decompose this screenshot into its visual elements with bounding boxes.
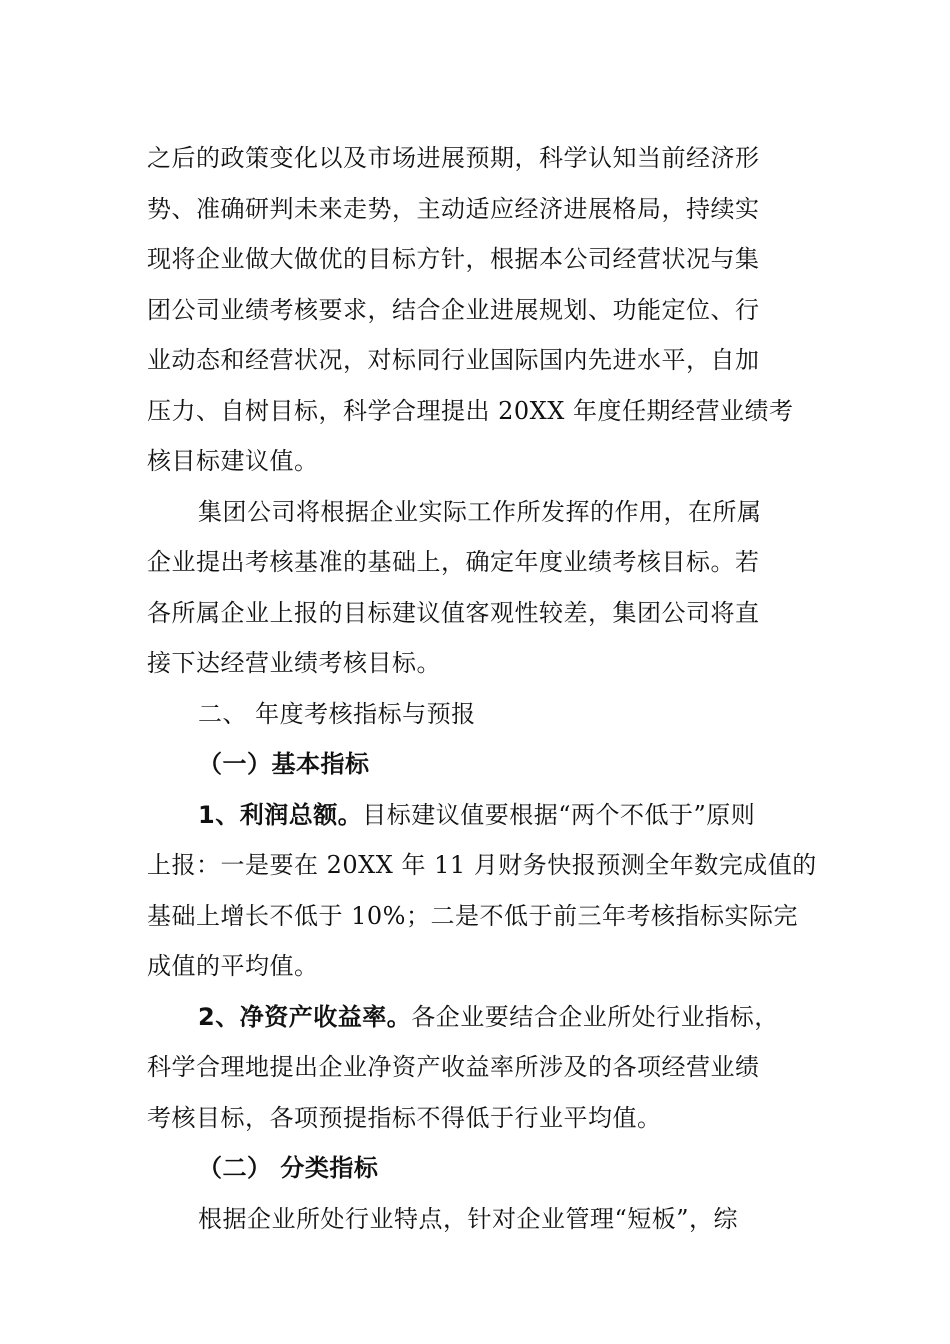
text-line xyxy=(147,992,807,1043)
text-line: 根据企业所处行业特点，针对企业管理“短板”，综 xyxy=(198,1204,739,1233)
item-profit xyxy=(147,790,817,992)
text-line: 科学合理地提出企业净资产收益率所涉及的各项经营业绩 xyxy=(147,1053,760,1081)
paragraph-intro xyxy=(147,133,807,487)
text-line: 企业提出考核基准的基础上，确定年度业绩考核目标。若 xyxy=(147,548,760,576)
item-text: 目标建议值要根据“两个不低于”原则 xyxy=(362,800,756,829)
text-line: 势、准确研判未来走势，主动适应经济进展格局，持续实 xyxy=(147,194,760,223)
item-roe xyxy=(147,992,807,1144)
text-line: 基础上增长不低于 10%；二是不低于前三年考核指标实际完 xyxy=(147,901,798,930)
item-label: 2、净资产收益率。 xyxy=(198,1002,412,1031)
text-line xyxy=(147,790,807,841)
text-line: 业动态和经营状况，对标同行业国际国内先进水平，自加 xyxy=(147,346,760,374)
text-line: 核目标建议值。 xyxy=(147,447,319,475)
subsection-heading-basic: （一）基本指标 xyxy=(198,750,370,778)
paragraph-group-company xyxy=(147,487,807,689)
text-line: 上报：一是要在 20XX 年 11 月财务快报预测全年数完成值的 xyxy=(147,851,817,879)
text-line: 成值的平均值。 xyxy=(147,952,319,980)
text-line: 现将企业做大做优的目标方针，根据本公司经营状况与集 xyxy=(147,245,760,273)
section-heading: 二、 年度考核指标与预报 xyxy=(198,699,476,728)
text-line: 压力、自树目标，科学合理提出 20XX 年度任期经营业绩考 xyxy=(147,396,794,425)
text-line: 团公司业绩考核要求，结合企业进展规划、功能定位、行 xyxy=(147,295,760,324)
item-text: 各企业要结合企业所处行业指标， xyxy=(411,1002,779,1031)
item-label: 1、利润总额。 xyxy=(198,800,363,829)
text-line: 集团公司将根据企业实际工作所发挥的作用，在所属 xyxy=(198,497,762,526)
text-line: 各所属企业上报的目标建议值客观性较差，集团公司将直 xyxy=(147,598,760,627)
subsection-heading-category: （二） 分类指标 xyxy=(198,1154,379,1182)
text-line: 接下达经营业绩考核目标。 xyxy=(147,649,441,677)
text-line: 之后的政策变化以及市场进展预期，科学认知当前经济形 xyxy=(147,144,760,172)
document-body xyxy=(147,133,817,1244)
text-line: 考核目标，各项预提指标不得低于行业平均值。 xyxy=(147,1103,662,1132)
